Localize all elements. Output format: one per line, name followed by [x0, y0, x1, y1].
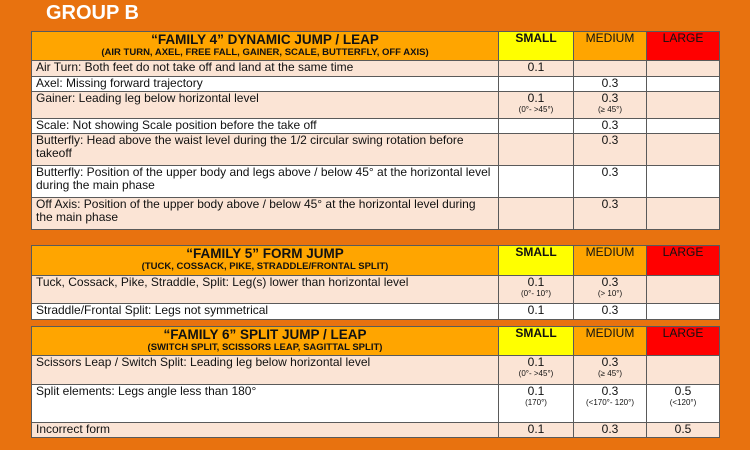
medium-value: 0.3: [574, 166, 647, 198]
medium-value-note: (> 10°): [597, 289, 623, 298]
medium-value: 0.3: [574, 304, 647, 320]
family-subtitle: (SWITCH SPLIT, SCISSORS LEAP, SAGITTAL SPLIT): [147, 342, 383, 353]
medium-value-note: (<170°- 120°): [586, 398, 634, 407]
small-value: 0.1 (0°- >45°): [499, 356, 574, 385]
family-6-table: [31, 326, 720, 438]
medium-value: 0.3: [574, 198, 647, 230]
large-value: [647, 276, 720, 304]
deduction-description: Incorrect form: [32, 423, 499, 438]
medium-value: 0.3: [574, 119, 647, 134]
small-value: [499, 166, 574, 198]
large-value: 0.5: [647, 423, 720, 438]
family-title: “FAMILY 5” FORM JUMP: [186, 246, 344, 261]
small-value: [499, 198, 574, 230]
table-row: [32, 61, 720, 77]
large-value-note: (<120°): [669, 398, 697, 407]
group-title: GROUP B: [46, 2, 139, 24]
family-subtitle: (AIR TURN, AXEL, FREE FALL, GAINER, SCALE, BUTTERFLY, OFF AXIS): [101, 47, 429, 58]
small-value: 0.1 (0°- >45°): [499, 92, 574, 119]
family-header: [32, 32, 720, 61]
deduction-description: Axel: Missing forward trajectory: [32, 77, 499, 92]
table-row: [32, 77, 720, 92]
table-row: [32, 423, 720, 438]
medium-column-header: MEDIUM: [574, 32, 647, 61]
family-title-cell: [32, 327, 499, 356]
small-column-header: SMALL: [499, 246, 574, 276]
medium-value: 0.3: [574, 77, 647, 92]
deduction-description: Split elements: Legs angle less than 180°: [32, 385, 499, 423]
large-value: [647, 134, 720, 166]
large-value: [647, 119, 720, 134]
small-value: 0.1: [499, 304, 574, 320]
medium-column-header: MEDIUM: [574, 246, 647, 276]
small-column-header: SMALL: [499, 327, 574, 356]
medium-value: 0.3 (≥ 45°): [574, 356, 647, 385]
table-row: [32, 166, 720, 198]
large-value: [647, 92, 720, 119]
large-value: [647, 61, 720, 77]
large-column-header: LARGE: [647, 246, 720, 276]
medium-value: 0.3 (≥ 45°): [574, 92, 647, 119]
small-value: 0.1: [499, 61, 574, 77]
large-value: [647, 356, 720, 385]
deduction-description: Air Turn: Both feet do not take off and land at the same time: [32, 61, 499, 77]
medium-value: [574, 61, 647, 77]
deduction-description: Tuck, Cossack, Pike, Straddle, Split: Leg(s) lower than horizontal level: [32, 276, 499, 304]
large-value: [647, 77, 720, 92]
family-title: “FAMILY 6” SPLIT JUMP / LEAP: [163, 327, 367, 342]
deduction-description: Straddle/Frontal Split: Legs not symmetrical: [32, 304, 499, 320]
large-value: 0.5 (<120°): [647, 385, 720, 423]
small-value-note: (0°- >45°): [518, 369, 554, 378]
medium-value-note: (≥ 45°): [597, 105, 623, 114]
family-header: [32, 246, 720, 276]
family-title: “FAMILY 4” DYNAMIC JUMP / LEAP: [151, 32, 379, 47]
large-column-header: LARGE: [647, 327, 720, 356]
table-row: [32, 134, 720, 166]
deduction-description: Off Axis: Position of the upper body above / below 45° at the horizontal level during the main phase: [32, 198, 499, 230]
small-value: 0.1 (0°- 10°): [499, 276, 574, 304]
small-value-note: (0°- >45°): [518, 105, 554, 114]
large-value: [647, 166, 720, 198]
deduction-description: Scale: Not showing Scale position before the take off: [32, 119, 499, 134]
medium-value: 0.3 (<170°- 120°): [574, 385, 647, 423]
family-title-cell: [32, 32, 499, 61]
large-value: [647, 198, 720, 230]
deduction-description: Scissors Leap / Switch Split: Leading leg below horizontal level: [32, 356, 499, 385]
small-value-note: (0°- 10°): [521, 289, 551, 298]
table-row: [32, 198, 720, 230]
small-value: 0.1 (170°): [499, 385, 574, 423]
small-value: [499, 134, 574, 166]
table-row: [32, 304, 720, 320]
deduction-description: Butterfly: Position of the upper body and legs above / below 45° at the horizontal level during the main phase: [32, 166, 499, 198]
table-row: [32, 356, 720, 385]
family-4-table: [31, 31, 720, 230]
table-row: [32, 92, 720, 119]
small-value: [499, 77, 574, 92]
small-value-note: (170°): [525, 398, 547, 407]
small-value: [499, 119, 574, 134]
medium-value: 0.3: [574, 423, 647, 438]
deduction-description: Butterfly: Head above the waist level during the 1/2 circular swing rotation before takeoff: [32, 134, 499, 166]
large-value: [647, 304, 720, 320]
large-column-header: LARGE: [647, 32, 720, 61]
table-row: [32, 276, 720, 304]
family-5-table: [31, 245, 720, 320]
family-subtitle: (TUCK, COSSACK, PIKE, STRADDLE/FRONTAL SPLIT): [141, 261, 389, 272]
medium-value-note: (≥ 45°): [597, 369, 623, 378]
table-row: [32, 385, 720, 423]
medium-value: 0.3: [574, 134, 647, 166]
small-column-header: SMALL: [499, 32, 574, 61]
table-row: [32, 119, 720, 134]
medium-column-header: MEDIUM: [574, 327, 647, 356]
deduction-description: Gainer: Leading leg below horizontal level: [32, 92, 499, 119]
family-header: [32, 327, 720, 356]
family-title-cell: [32, 246, 499, 276]
small-value: 0.1: [499, 423, 574, 438]
medium-value: 0.3 (> 10°): [574, 276, 647, 304]
